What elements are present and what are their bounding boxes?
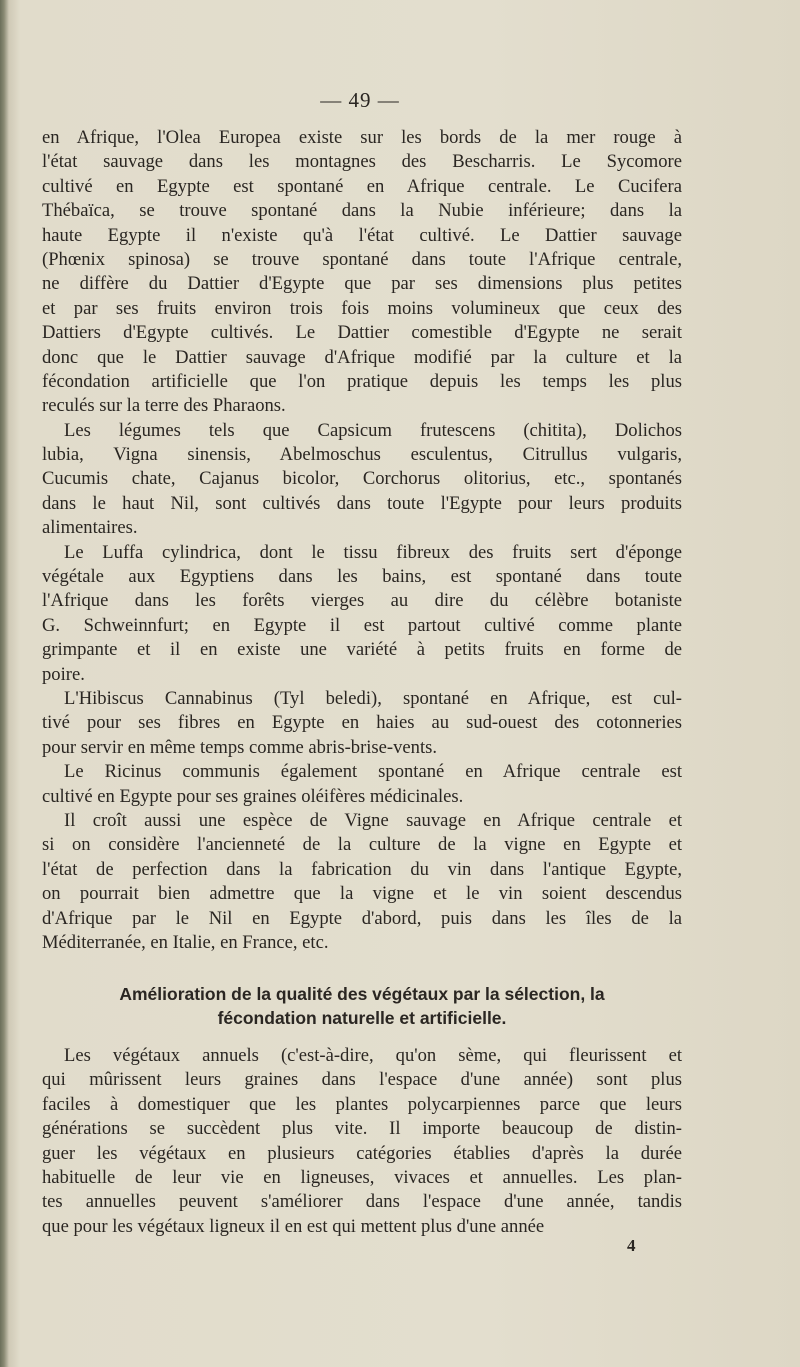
- text-line: habituelle de leur vie en ligneuses, vivaces et annuelles. Les plan-: [42, 1166, 682, 1188]
- text-line: ne diffère du Dattier d'Egypte que par ses dimensions plus petites: [42, 273, 682, 295]
- main-text: [42, 126, 682, 955]
- heading-line: Amélioration de la qualité des végétaux par la sélection, la: [119, 984, 605, 1004]
- text-line: guer les végétaux en plusieurs catégories établies d'après la durée: [42, 1142, 682, 1164]
- text-line: faciles à domestiquer que les plantes polycarpiennes parce que leurs: [42, 1093, 682, 1115]
- text-line: pour servir en même temps comme abris-brise-vents.: [42, 736, 437, 758]
- text-line: on pourrait bien admettre que la vigne et le vin soient descendus: [42, 883, 682, 905]
- text-line: qui mûrissent leurs graines dans l'espace d'une année) sont plus: [42, 1069, 682, 1091]
- text-line: l'Afrique dans les forêts vierges au dire du célèbre botaniste: [42, 590, 682, 612]
- text-line: végétale aux Egyptiens dans les bains, est spontané dans toute: [42, 566, 682, 588]
- text-line: alimentaires.: [42, 517, 138, 539]
- text-line: L'Hibiscus Cannabinus (Tyl beledi), spontané en Afrique, est cul-: [64, 687, 682, 709]
- text-line: si on considère l'ancienneté de la culture de la vigne en Egypte et: [42, 834, 682, 856]
- text-line: que pour les végétaux ligneux il en est qui mettent plus d'une année: [42, 1215, 545, 1237]
- text-line: grimpante et il en existe une variété à petits fruits en forme de: [42, 639, 682, 661]
- text-line: cultivé en Egypte pour ses graines oléifères médicinales.: [42, 785, 464, 807]
- text-line: générations se succèdent plus vite. Il importe beaucoup de distin-: [42, 1118, 682, 1140]
- text-line: (Phœnix spinosa) se trouve spontané dans toute l'Afrique centrale,: [42, 248, 682, 270]
- text-line: Thébaïca, se trouve spontané dans la Nubie inférieure; dans la: [42, 200, 682, 222]
- page-number: — 49 —: [320, 88, 400, 112]
- text-line: lubia, Vigna sinensis, Abelmoschus esculentus, Citrullus vulgaris,: [42, 444, 682, 466]
- heading-line: fécondation naturelle et artificielle.: [217, 1008, 507, 1028]
- text-line: Les végétaux annuels (c'est-à-dire, qu'on sème, qui fleurissent et: [64, 1045, 682, 1066]
- text-line: G. Schweinnfurt; en Egypte il est partout cultivé comme plante: [42, 614, 682, 636]
- text-line: Cucumis chate, Cajanus bicolor, Corchorus olitorius, etc., spontanés: [42, 468, 682, 490]
- text-line: Les légumes tels que Capsicum frutescens (chitita), Dolichos: [64, 419, 682, 441]
- text-line: tes annuelles peuvent s'améliorer dans l'espace d'une année, tandis: [42, 1191, 682, 1213]
- text-line: tivé pour ses fibres en Egypte en haies au sud-ouest des cotonneries: [42, 712, 682, 734]
- section-heading: [42, 982, 682, 1030]
- signature-mark: 4: [627, 1236, 636, 1255]
- text-line: en Afrique, l'Olea Europea existe sur les bords de la mer rouge à: [42, 127, 682, 148]
- text-line: Dattiers d'Egypte cultivés. Le Dattier comestible d'Egypte ne serait: [42, 322, 682, 344]
- text-line: Il croît aussi une espèce de Vigne sauvage en Afrique centrale et: [64, 809, 682, 831]
- text-line: reculés sur la terre des Pharaons.: [42, 395, 286, 417]
- text-line: et par ses fruits environ trois fois moins volumineux que ceux des: [42, 297, 682, 319]
- text-line: donc que le Dattier sauvage d'Afrique modifié par la culture et la: [42, 346, 682, 368]
- text-line: poire.: [42, 663, 85, 685]
- text-line: Méditerranée, en Italie, en France, etc.: [42, 931, 329, 953]
- text-line: haute Egypte il n'existe qu'à l'état cultivé. Le Dattier sauvage: [42, 224, 682, 246]
- text-line: l'état de perfection dans la fabrication du vin dans l'antique Egypte,: [42, 858, 682, 880]
- text-line: fécondation artificielle que l'on pratique depuis les temps les plus: [42, 370, 682, 392]
- text-line: cultivé en Egypte est spontané en Afrique centrale. Le Cucifera: [42, 175, 682, 197]
- text-line: dans le haut Nil, sont cultivés dans toute l'Egypte pour leurs produits: [42, 492, 682, 514]
- text-line: Le Ricinus communis également spontané en Afrique centrale est: [64, 761, 682, 783]
- text-line: d'Afrique par le Nil en Egypte d'abord, puis dans les îles de la: [42, 907, 682, 929]
- text-line: Le Luffa cylindrica, dont le tissu fibreux des fruits sert d'éponge: [64, 541, 682, 563]
- text-line: l'état sauvage dans les montagnes des Bescharris. Le Sycomore: [42, 151, 682, 173]
- section-text: [42, 1044, 682, 1239]
